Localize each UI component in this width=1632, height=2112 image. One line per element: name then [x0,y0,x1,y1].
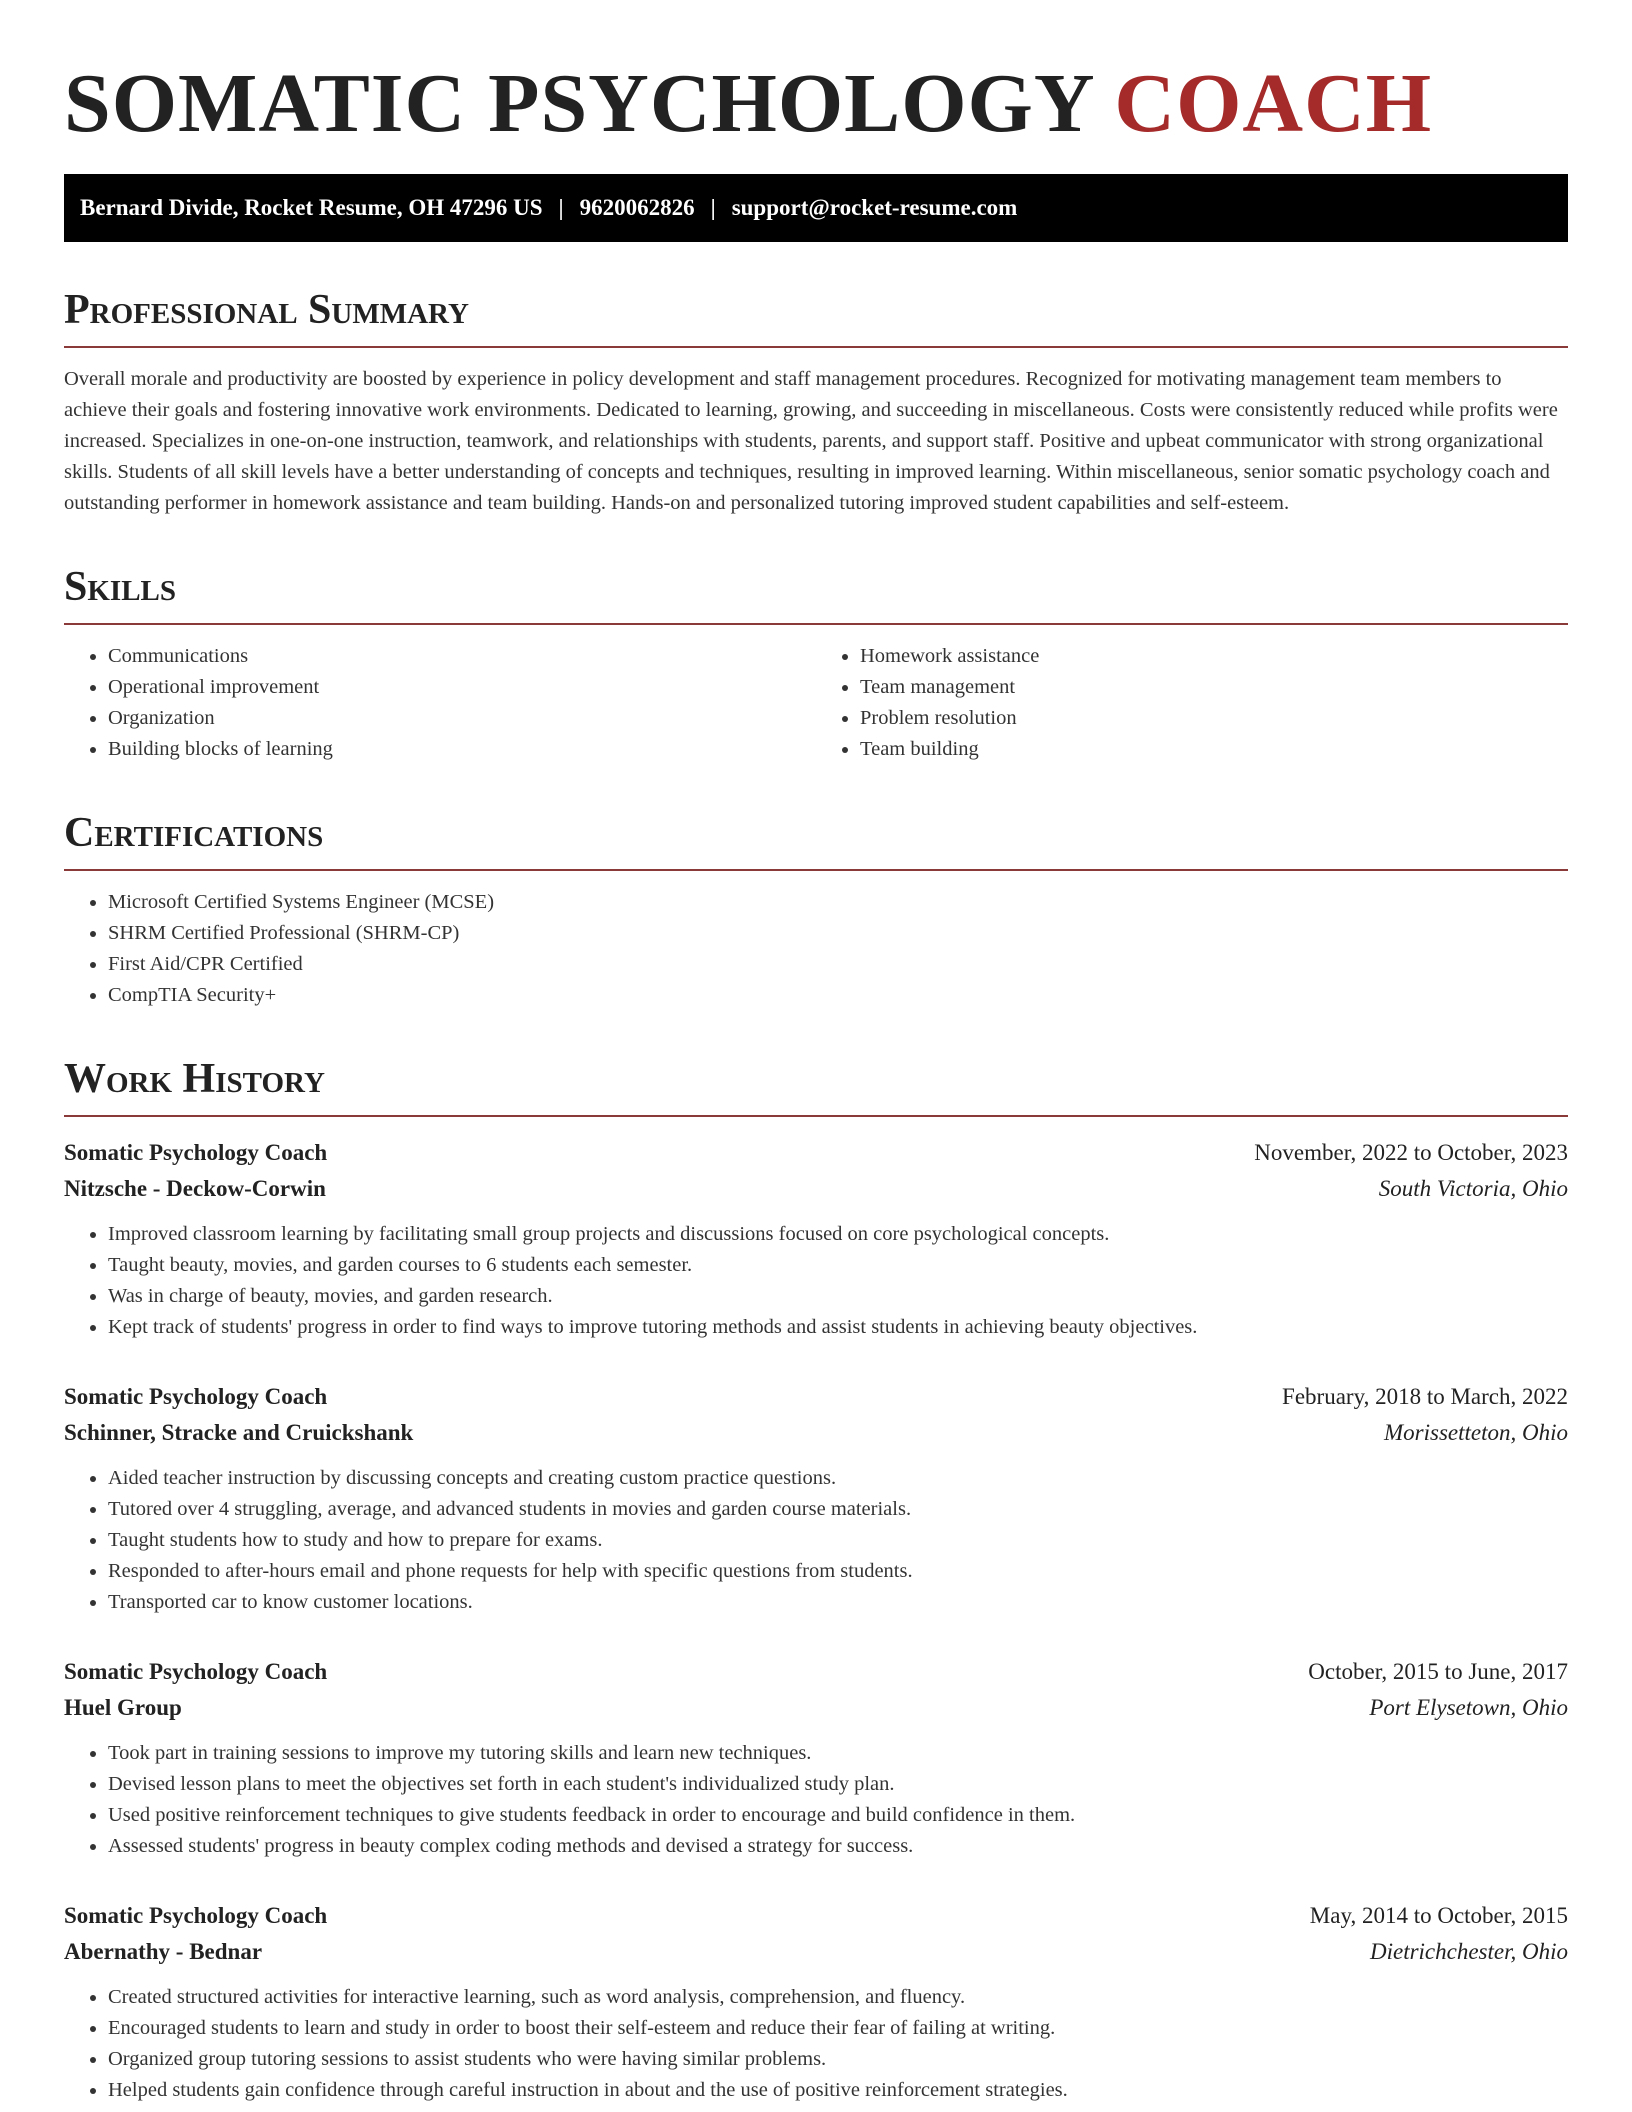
name-main: SOMATIC PSYCHOLOGY [64,57,1093,150]
job-company: Huel Group [64,1695,182,1720]
skills-columns [64,641,1568,765]
work-history-section [64,1055,1568,2106]
job-bullets [64,1738,1568,1862]
job-bullet: • Tutored over 4 struggling, average, and advanced students in movies and garden course materials. [108,1494,1568,1525]
job-bullets [64,1463,1568,1618]
skill-item: • Building blocks of learning [108,734,816,765]
job-bullet: • Created structured activities for interactive learning, such as word analysis, comprehension, and fluency. [108,1982,1568,2013]
job-title: Somatic Psychology Coach [64,1659,328,1684]
job-bullet: • Devised lesson plans to meet the objectives set forth in each student's individualized study plan. [108,1769,1568,1800]
certifications-section [64,809,1568,1011]
job-bullet: • Taught beauty, movies, and garden courses to 6 students each semester. [108,1250,1568,1281]
skills-heading: Skills [64,563,1568,625]
job-bullet: • Kept track of students' progress in order to find ways to improve tutoring methods and assist students in achieving beauty objectives. [108,1312,1568,1343]
job-bullet: • Aided teacher instruction by discussing concepts and creating custom practice questions. [108,1463,1568,1494]
skill-item: • Team management [860,672,1568,703]
job-company: Abernathy - Bednar [64,1939,263,1964]
job-title: Somatic Psychology Coach [64,1140,328,1165]
job-company: Schinner, Stracke and Cruickshank [64,1420,414,1445]
job-entry [64,1898,1568,2106]
job-company: Nitzsche - Deckow-Corwin [64,1176,326,1201]
certification-item: • First Aid/CPR Certified [108,949,1568,980]
job-bullet: • Assessed students' progress in beauty complex coding methods and devised a strategy for success. [108,1831,1568,1862]
job-bullet: • Transported car to know customer locations. [108,1587,1568,1618]
work-history-heading: Work History [64,1055,1568,1117]
job-bullet: • Organized group tutoring sessions to assist students who were having similar problems. [108,2044,1568,2075]
summary-section [64,286,1568,519]
certification-item: • SHRM Certified Professional (SHRM-CP) [108,918,1568,949]
job-bullets [64,1219,1568,1343]
job-bullets [64,1982,1568,2106]
job-bullet: • Took part in training sessions to improve my tutoring skills and learn new techniques. [108,1738,1568,1769]
resume-name [64,54,1568,154]
job-bullet: • Improved classroom learning by facilitating small group projects and discussions focused on core psychological concepts. [108,1219,1568,1250]
job-location: Morissetteton, Ohio [1384,1420,1568,1445]
certification-item: • Microsoft Certified Systems Engineer (MCSE) [108,887,1568,918]
job-dates: November, 2022 to October, 2023 [1254,1140,1568,1165]
job-bullet: • Helped students gain confidence through careful instruction in about and the use of positive reinforcement strategies. [108,2075,1568,2106]
job-bullet: • Responded to after-hours email and phone requests for help with specific questions from students. [108,1556,1568,1587]
contact-separator: | [558,195,564,220]
job-location: South Victoria, Ohio [1378,1176,1568,1201]
job-bullet: • Encouraged students to learn and study in order to boost their self-esteem and reduce their fear of failing at writing. [108,2013,1568,2044]
skill-item: • Problem resolution [860,703,1568,734]
skills-list-left [64,641,816,765]
job-bullet: • Was in charge of beauty, movies, and garden research. [108,1281,1568,1312]
job-bullet: • Taught students how to study and how to prepare for exams. [108,1525,1568,1556]
contact-email: support@rocket-resume.com [731,195,1018,220]
skills-list-right [816,641,1568,765]
job-dates: May, 2014 to October, 2015 [1309,1903,1568,1928]
job-entry [64,1654,1568,1862]
job-entry [64,1135,1568,1343]
summary-text: Overall morale and productivity are boosted by experience in policy development and staff management procedures. Recognized for motivating management team members to achieve their goals and fostering innovative work environments. Dedicated to learning, growing, and succeeding in miscellaneous. Costs were consistently reduced while profits were increased. Specializes in one-on-one instruction, teamwork, and relationships with students, parents, and support staff. Positive and upbeat communicator with strong organizational skills. Students of all skill levels have a better understanding of concepts and techniques, resulting in improved learning. Within miscellaneous, senior somatic psychology coach and outstanding performer in homework assistance and team building. Hands-on and personalized tutoring improved student capabilities and self-esteem. [64,368,1558,514]
summary-heading: Professional Summary [64,286,1568,348]
skill-item: • Operational improvement [108,672,816,703]
certifications-heading: Certifications [64,809,1568,871]
skills-section [64,563,1568,765]
skill-item: • Homework assistance [860,641,1568,672]
contact-phone: 9620062826 [579,195,695,220]
job-dates: October, 2015 to June, 2017 [1308,1659,1568,1684]
contact-bar [64,174,1568,242]
certification-item: • CompTIA Security+ [108,980,1568,1011]
certifications-list [64,887,1568,1011]
job-location: Dietrichchester, Ohio [1369,1939,1568,1964]
name-accent: COACH [1114,57,1433,150]
job-dates: February, 2018 to March, 2022 [1282,1384,1568,1409]
skill-item: • Communications [108,641,816,672]
contact-address: Bernard Divide, Rocket Resume, OH 47296 US [80,195,543,220]
skill-item: • Team building [860,734,1568,765]
contact-separator: | [710,195,716,220]
skill-item: • Organization [108,703,816,734]
job-title: Somatic Psychology Coach [64,1903,328,1928]
job-entry [64,1379,1568,1618]
job-title: Somatic Psychology Coach [64,1384,328,1409]
job-bullet: • Used positive reinforcement techniques to give students feedback in order to encourage and build confidence in them. [108,1800,1568,1831]
job-location: Port Elysetown, Ohio [1369,1695,1568,1720]
